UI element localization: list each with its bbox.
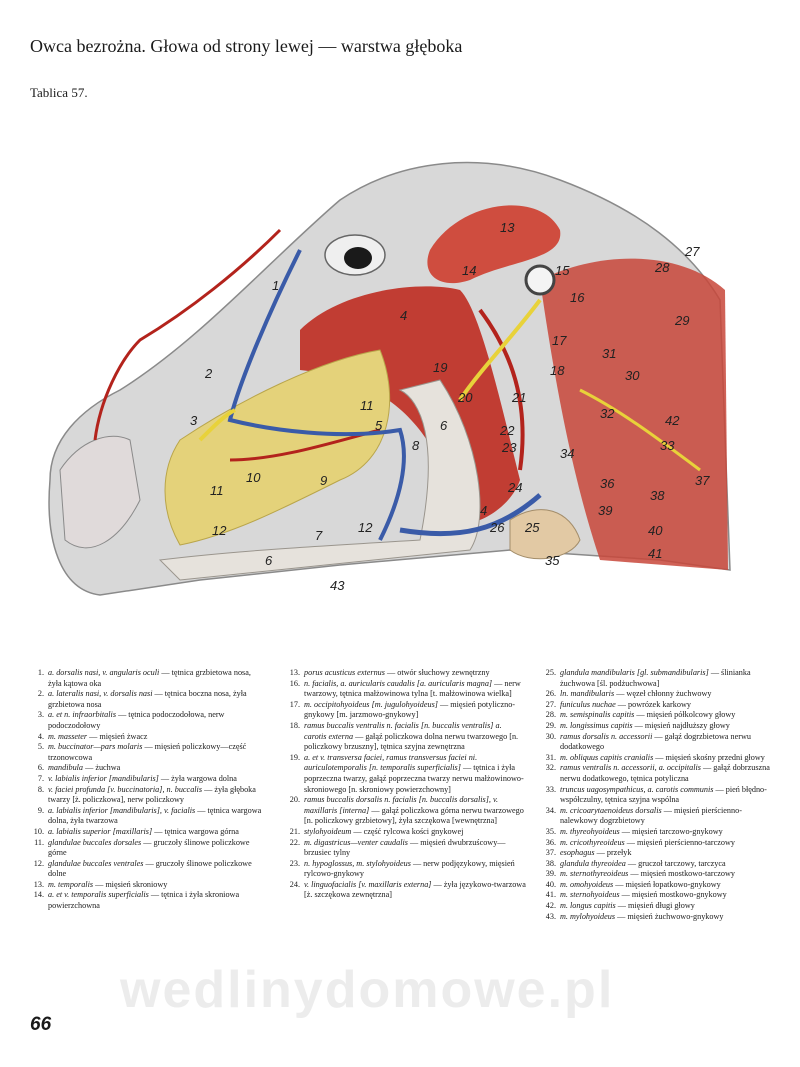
legend-entry xyxy=(286,668,526,679)
figure-label: 38 xyxy=(650,488,665,503)
latin-term: a. et v. transversa faciei, ramus transversus faciei ni. auriculotemporalis [n. temporalis superficialis] xyxy=(304,752,478,773)
polish-term: — mięsień żwacz xyxy=(89,731,148,741)
latin-term: n. facialis, a. auricularis caudalis [a. auricularis magna] xyxy=(304,678,493,688)
legend-entry xyxy=(542,700,778,711)
figure-label: 6 xyxy=(440,418,448,433)
legend-entry xyxy=(30,763,266,774)
latin-term: glandula mandibularis [gl. submandibularis] xyxy=(560,668,709,677)
legend-number: 40. xyxy=(545,879,556,889)
legend-entry xyxy=(542,668,778,689)
legend-entry xyxy=(542,838,778,849)
polish-term: — gałąź policzkowa górna nerwu twarzowego [n. policzkowy grzbietowy], żyła szczękowa [wewnętrzna] xyxy=(304,805,524,826)
legend-number: 3. xyxy=(37,710,44,720)
legend-number: 14. xyxy=(33,890,44,900)
legend-text xyxy=(304,753,526,795)
legend-text xyxy=(560,848,778,859)
legend-number: 21. xyxy=(289,826,300,836)
legend-number: 38. xyxy=(545,858,556,868)
figure-label: 35 xyxy=(545,553,560,568)
legend-entry xyxy=(30,880,266,891)
polish-term: — tętnica podoczodołowa, nerw podoczodołowy xyxy=(48,710,225,730)
latin-term: m. occipitohyoideus [m. jugulohyoideus] xyxy=(304,699,438,709)
legend-entry xyxy=(30,785,266,806)
latin-term: n. hypoglossus, m. stylohyoideus xyxy=(304,858,411,868)
legend-entry xyxy=(542,806,778,827)
figure-label: 14 xyxy=(462,263,477,278)
figure-label: 4 xyxy=(480,503,488,518)
legend-entry xyxy=(286,827,526,838)
legend-column-2 xyxy=(286,668,526,901)
legend-entry xyxy=(286,795,526,827)
legend-entry xyxy=(286,880,526,901)
figure-label: 2 xyxy=(205,366,213,381)
latin-term: stylohyoideum xyxy=(304,826,352,836)
polish-term: — mięsień żuchwowo-gnykowy xyxy=(617,911,724,921)
figure-label: 23 xyxy=(502,440,517,455)
legend-entry xyxy=(286,753,526,795)
latin-term: m. digastricus—venter caudalis xyxy=(304,837,408,847)
figure-label: 1 xyxy=(272,278,280,293)
legend-text xyxy=(304,721,526,753)
latin-term: truncus uagosympathicus, a. carotis communis xyxy=(560,784,714,794)
polish-term: — gruczoły ślinowe policzkowe górne xyxy=(48,837,250,858)
legend-entry xyxy=(542,859,778,870)
figure-label: 43 xyxy=(330,578,345,593)
polish-term: — tętnica wargowa górna xyxy=(154,826,239,836)
legend-text xyxy=(560,912,778,923)
figure-label: 12 xyxy=(358,520,373,535)
latin-term: m. masseter xyxy=(48,731,88,741)
figure-label: 7 xyxy=(315,528,323,543)
latin-term: esophagus xyxy=(560,848,595,858)
figure-label: 26 xyxy=(490,520,505,535)
legend-number: 35. xyxy=(545,826,556,836)
polish-term: — tętnica boczna nosa, żyła grzbietowa nosa xyxy=(48,689,247,709)
legend-entry xyxy=(542,827,778,838)
legend-text xyxy=(48,763,266,774)
legend-text xyxy=(304,668,526,679)
legend-entry xyxy=(542,732,778,753)
polish-term: — gruczoł tarczowy, tarczyca xyxy=(627,858,726,868)
watermark: wedlinydomowe.pl xyxy=(120,961,615,1019)
legend-entry xyxy=(30,806,266,827)
polish-term: — mięsień skośny przedni głowy xyxy=(655,752,765,762)
latin-term: a. labialis inferior [mandibularis], v. facialis xyxy=(48,805,196,815)
legend-number: 36. xyxy=(545,837,556,847)
legend-number: 43. xyxy=(545,911,556,921)
polish-term: — powrózek karkowy xyxy=(617,699,691,709)
legend-text xyxy=(48,732,266,743)
legend-entry xyxy=(542,785,778,806)
figure-label: 36 xyxy=(600,476,615,491)
legend-entry xyxy=(286,859,526,880)
legend-text xyxy=(48,785,266,806)
figure-label: 40 xyxy=(648,523,663,538)
polish-term: — żyła wargowa dolna xyxy=(160,773,237,783)
legend-entry xyxy=(30,774,266,785)
latin-term: a. et n. infraorbitalis xyxy=(48,710,117,720)
latin-term: a. et v. temporalis superficialis xyxy=(48,890,149,900)
legend-number: 27. xyxy=(545,699,556,709)
latin-term: m. cricothyreoideus xyxy=(560,837,625,847)
latin-term: mandibula xyxy=(48,763,84,773)
latin-term: funiculus nuchae xyxy=(560,699,616,709)
legend-text xyxy=(560,689,778,700)
latin-term: m. longissimus capitis xyxy=(560,720,633,730)
legend-entry xyxy=(542,901,778,912)
polish-term: — ślinianka żuchwowa [śl. podżuchwowa] xyxy=(560,668,751,688)
polish-term: — mięsień długi głowy xyxy=(617,901,695,911)
legend-entry xyxy=(542,880,778,891)
legend-entry xyxy=(542,848,778,859)
legend-text xyxy=(48,838,266,859)
legend-text xyxy=(560,721,778,732)
figure-label: 4 xyxy=(400,308,408,323)
latin-term: m. temporalis xyxy=(48,879,94,889)
polish-term: — otwór słuchowy zewnętrzny xyxy=(387,668,490,677)
figure-label: 10 xyxy=(246,470,261,485)
legend-text xyxy=(560,827,778,838)
polish-term: — węzeł chłonny żuchwowy xyxy=(616,689,712,699)
legend-text xyxy=(48,668,266,689)
figure-label: 29 xyxy=(675,313,690,328)
figure-label: 16 xyxy=(570,290,585,305)
polish-term: — mięsień potyliczno-gnykowy [m. jarzmowo-gnykowy] xyxy=(304,699,516,720)
legend-entry xyxy=(30,838,266,859)
legend-entry xyxy=(30,890,266,911)
figure-label: 13 xyxy=(500,220,515,235)
figure-label: 15 xyxy=(555,263,570,278)
page-number: 66 xyxy=(30,1014,52,1035)
legend-number: 33. xyxy=(545,784,556,794)
figure-label: 9 xyxy=(320,473,328,488)
legend-text xyxy=(304,700,526,721)
legend-number: 20. xyxy=(289,795,300,805)
legend-number: 24. xyxy=(289,879,300,889)
legend-number: 13. xyxy=(33,879,44,889)
latin-term: ramus buccalis ventralis n. facialis [n. buccalis ventralis] a. carotis externa xyxy=(304,720,502,741)
legend-number: 25. xyxy=(545,668,556,677)
latin-term: m. sternohyoideus xyxy=(560,890,620,900)
figure-label: 41 xyxy=(648,546,663,561)
polish-term: — żyła głęboka twarzy [ż. policzkowa], nerw policzkowy xyxy=(48,784,256,805)
figure-label: 37 xyxy=(695,473,710,488)
legend-text xyxy=(560,700,778,711)
legend-number: 10. xyxy=(33,826,44,836)
polish-term: — tętnica i żyła skroniowa powierzchowna xyxy=(48,890,240,911)
legend-column-1 xyxy=(30,668,266,912)
latin-term: glandula thyreoidea xyxy=(560,858,626,868)
legend-entry xyxy=(30,827,266,838)
legend-column-3 xyxy=(542,668,778,922)
legend-text xyxy=(48,742,266,763)
polish-term: — mięsień dwubrzuścowy—brzusiec tylny xyxy=(304,837,506,858)
polish-term: — mięsień tarczowo-gnykowy xyxy=(621,826,723,836)
legend-entry xyxy=(542,763,778,784)
legend-number: 5. xyxy=(37,742,44,752)
latin-term: m. semispinalis capitis xyxy=(560,710,635,720)
latin-term: m. longus capitis xyxy=(560,901,616,911)
latin-term: ramus buccalis dorsalis n. facialis [n. buccalis dorsalis], v. maxillaris [interna] xyxy=(304,795,499,815)
legend-text xyxy=(48,890,266,911)
figure-label: 42 xyxy=(665,413,680,428)
legend-entry xyxy=(286,679,526,700)
legend-text xyxy=(304,838,526,859)
polish-term: — nerw twarzowy, tętnica małżowinowa tylna [t. małżowinowa wielka] xyxy=(304,678,521,699)
legend-entry xyxy=(542,912,778,923)
sheep-head-drawing xyxy=(40,140,760,650)
legend-text xyxy=(48,689,266,710)
figure-label: 17 xyxy=(552,333,567,348)
legend-number: 9. xyxy=(37,805,44,815)
figure-label: 11 xyxy=(210,483,224,498)
legend-number: 34. xyxy=(545,805,556,815)
legend-text xyxy=(560,732,778,753)
figure-label: 30 xyxy=(625,368,640,383)
legend-text xyxy=(560,668,778,689)
legend-number: 6. xyxy=(37,763,44,773)
latin-term: m. cricoarytaenoideus dorsalis xyxy=(560,805,662,815)
latin-term: m. thyreohyoideus xyxy=(560,826,620,836)
legend-text xyxy=(48,774,266,785)
figure-label: 12 xyxy=(212,523,227,538)
legend-text xyxy=(560,785,778,806)
page-title: Owca bezrożna. Głowa od strony lewej — warstwa głęboka xyxy=(30,36,463,56)
legend-text xyxy=(304,859,526,880)
legend-number: 42. xyxy=(545,901,556,911)
legend-text xyxy=(48,880,266,891)
polish-term: — żyła językowo-twarzowa [ż. szczękowa zewnętrzna] xyxy=(304,879,526,900)
figure-label: 27 xyxy=(685,244,700,259)
polish-term: — mięsień skroniowy xyxy=(95,879,168,889)
legend-text xyxy=(560,710,778,721)
latin-term: m. obliquus capitis cranialis xyxy=(560,752,654,762)
legend-text xyxy=(560,753,778,764)
legend-number: 16. xyxy=(289,678,300,688)
legend-entry xyxy=(542,890,778,901)
figure-label: 22 xyxy=(500,423,515,438)
latin-term: m. sternothyreoideus xyxy=(560,869,629,879)
polish-term: — mięsień pierścienno-tarczowy xyxy=(626,837,735,847)
legend-entry xyxy=(30,742,266,763)
legend-number: 4. xyxy=(37,731,44,741)
legend-text xyxy=(48,827,266,838)
polish-term: — gałąź policzkowa dolna nerwu twarzowego [n. policzkowy brzuszny], tętnica szyjna zewnętrzna xyxy=(304,731,519,752)
eye-pupil xyxy=(344,247,372,269)
legend-number: 17. xyxy=(289,699,300,709)
latin-term: v. labialis inferior [mandibularis] xyxy=(48,773,159,783)
legend-text xyxy=(560,806,778,827)
polish-term: — część rylcowa kości gnykowej xyxy=(353,826,464,836)
figure-label: 8 xyxy=(412,438,420,453)
legend-text xyxy=(304,679,526,700)
figure-label: 6 xyxy=(265,553,273,568)
figure-label: 33 xyxy=(660,438,675,453)
latin-term: ramus dorsalis n. accessorii xyxy=(560,731,653,741)
legend-number: 32. xyxy=(545,763,556,773)
legend-entry xyxy=(286,838,526,859)
legend-number: 31. xyxy=(545,752,556,762)
latin-term: m. mylohyoideus xyxy=(560,911,616,921)
legend-text xyxy=(48,806,266,827)
legend-number: 19. xyxy=(289,752,300,762)
legend-entry xyxy=(286,700,526,721)
polish-term: — nerw podjęzykowy, mięsień rylcowo-gnykowy xyxy=(304,858,515,879)
figure-label: 28 xyxy=(655,260,670,275)
legend-number: 30. xyxy=(545,731,556,741)
legend-entry xyxy=(30,732,266,743)
figure-label: 20 xyxy=(458,390,473,405)
legend-text xyxy=(560,859,778,870)
polish-term: — tętnica grzbietowa nosa, żyła kątowa oka xyxy=(48,668,251,688)
polish-term: — tętnica wargowa dolna, żyła twarzowa xyxy=(48,805,262,826)
legend-number: 28. xyxy=(545,710,556,720)
legend-text xyxy=(560,838,778,849)
polish-term: — gałąź dobrzuszna nerwu dodatkowego, tętnica potyliczna xyxy=(560,763,770,783)
legend-entry xyxy=(30,689,266,710)
legend-number: 1. xyxy=(37,668,44,677)
polish-term: — mięsień mostkowo-gnykowy xyxy=(621,890,727,900)
latin-term: m. omohyoideus xyxy=(560,879,614,889)
polish-term: — mięsień półkolcowy głowy xyxy=(636,710,736,720)
legend-text xyxy=(560,901,778,912)
polish-term: — gruczoły ślinowe policzkowe dolne xyxy=(48,858,252,879)
figure-label: 25 xyxy=(525,520,540,535)
figure-label: 18 xyxy=(550,363,565,378)
figure-label: 24 xyxy=(508,480,523,495)
anatomical-illustration xyxy=(40,140,760,650)
polish-term: — żuchwa xyxy=(85,763,121,773)
legend-text xyxy=(48,710,266,731)
polish-term: — przełyk xyxy=(596,848,632,858)
legend-number: 7. xyxy=(37,773,44,783)
legend-number: 18. xyxy=(289,720,300,730)
legend-entry xyxy=(30,710,266,731)
figure-label: 19 xyxy=(433,360,448,375)
latin-term: porus acusticus externus xyxy=(304,668,385,677)
legend-text xyxy=(560,890,778,901)
legend-text xyxy=(560,763,778,784)
legend-number: 12. xyxy=(33,858,44,868)
legend-number: 29. xyxy=(545,720,556,730)
legend-entry xyxy=(542,710,778,721)
latin-term: v. faciei profunda [v. buccinatoria], n. buccalis xyxy=(48,784,203,794)
polish-term: — mięsień pierścienno-nalewkowy dogrzbietowy xyxy=(560,805,742,826)
latin-term: ramus ventralis n. accessorii, a. occipitalis xyxy=(560,763,701,773)
latin-term: a. labialis superior [maxillaris] xyxy=(48,826,153,836)
legend-text xyxy=(304,827,526,838)
legend-number: 26. xyxy=(545,689,556,699)
plate-number: Tablica 57. xyxy=(30,85,88,100)
legend-text xyxy=(560,869,778,880)
figure-label: 39 xyxy=(598,503,613,518)
latin-term: a. lateralis nasi, v. dorsalis nasi xyxy=(48,689,153,699)
figure-label: 3 xyxy=(190,413,198,428)
legend-number: 37. xyxy=(545,848,556,858)
figure-label: 34 xyxy=(560,446,575,461)
figure-label: 32 xyxy=(600,406,615,421)
polish-term: — mięsień najdłuższy głowy xyxy=(634,720,730,730)
latin-term: m. buccinator—pars molaris xyxy=(48,742,143,752)
legend-entry xyxy=(542,689,778,700)
polish-term: — mięsień mostkowo-tarczowy xyxy=(630,869,736,879)
figure-label: 31 xyxy=(602,346,617,361)
legend-entry xyxy=(542,721,778,732)
figure-label: 11 xyxy=(360,398,374,413)
legend-number: 22. xyxy=(289,837,300,847)
legend-number: 2. xyxy=(37,689,44,699)
legend-entry xyxy=(30,859,266,880)
latin-term: glandulae buccales dorsales xyxy=(48,837,142,847)
latin-term: ln. mandibularis xyxy=(560,689,615,699)
legend-entry xyxy=(30,668,266,689)
legend-entry xyxy=(542,869,778,880)
legend-text xyxy=(560,880,778,891)
legend-number: 8. xyxy=(37,784,44,794)
polish-term: — gałąź dogrzbietowa nerwu dodatkowego xyxy=(560,731,752,752)
legend-entry xyxy=(542,753,778,764)
legend-number: 41. xyxy=(545,890,556,900)
latin-term: a. dorsalis nasi, v. angularis oculi xyxy=(48,668,160,677)
legend-text xyxy=(304,795,526,827)
polish-term: — pień błędno-współczulny, tętnica szyjna wspólna xyxy=(560,784,767,805)
legend-number: 23. xyxy=(289,858,300,868)
ear-canal xyxy=(526,266,554,294)
polish-term: — mięsień łopatkowo-gnykowy xyxy=(615,879,721,889)
legend-entry xyxy=(286,721,526,753)
figure-label: 5 xyxy=(375,418,383,433)
latin-term: v. linguofacialis [v. maxillaris externa] xyxy=(304,879,432,889)
polish-term: — tętnica i żyła poprzeczna twarzy, gałąź poprzeczna twarzy nerwu małżowinowo-skroniowego [n. skroniowy powierzchowny] xyxy=(304,763,524,794)
legend-text xyxy=(304,880,526,901)
legend-number: 13. xyxy=(289,668,300,677)
figure-label: 21 xyxy=(512,390,527,405)
latin-term: glandulae buccales ventrales xyxy=(48,858,144,868)
legend-number: 39. xyxy=(545,869,556,879)
legend-text xyxy=(48,859,266,880)
polish-term: — mięsień policzkowy—część trzonowcowa xyxy=(48,742,247,762)
legend-number: 11. xyxy=(34,837,44,847)
